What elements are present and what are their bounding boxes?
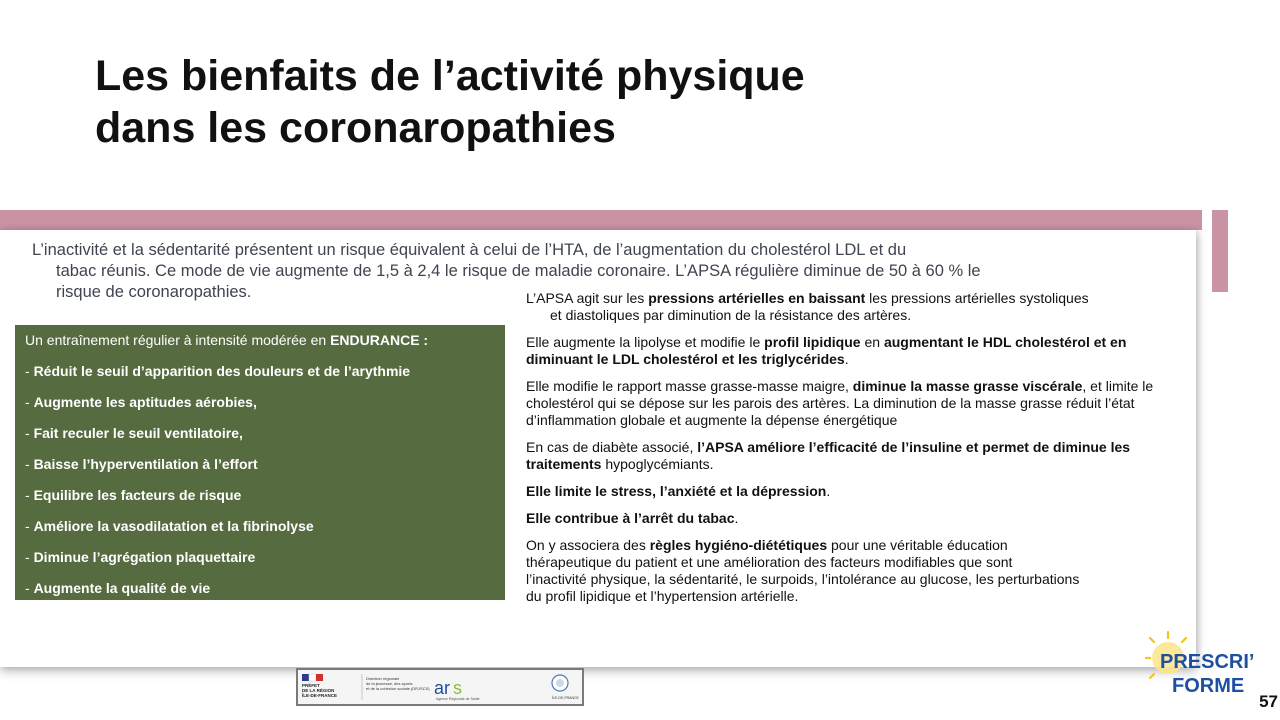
text-run: , et limite le cholestérol qui se dépose sur les parois des artères. La diminution de la masse grasse réduit l’état d’inflammation globale et augmente la dépense énergétique [526,378,1154,428]
ars-logo-text: ar [434,678,451,698]
effects-paragraph-tobacco [526,510,1186,527]
slide-title-line-2: dans les coronaropathies [95,104,616,152]
endurance-item: - Réduit le seuil d’apparition des douleurs et de l’arythmie [25,363,411,379]
intro-line-2: tabac réunis. Ce mode de vie augmente de 1,5 à 2,4 le risque de maladie coronaire. L’APSA régulière diminue de 50 à 60 % le [56,262,981,280]
endurance-item: - Augmente la qualité de vie [25,580,211,596]
text-run: . [734,510,739,526]
effects-column [526,290,1186,615]
svg-text:Agence Régionale de Santé: Agence Régionale de Santé [436,697,480,701]
svg-text:DE LA RÉGION: DE LA RÉGION [302,688,335,693]
text-run: . [826,483,831,499]
endurance-heading-text: Un entraînement régulier à intensité modérée en [25,332,331,348]
svg-text:de la jeunesse, des sports: de la jeunesse, des sports [366,681,413,686]
text-run-bold: règles hygiéno-diététiques [649,537,828,553]
decorative-band [0,210,1202,230]
effects-paragraph-diabetes [526,439,1186,473]
text-run-bold: pressions artérielles en baissant [648,290,866,306]
text-run-bold: augmentant le HDL cholestérol et en diminuant le LDL cholestérol et les triglycérides [526,334,1127,367]
prescri-text-line-2: FORME [1172,675,1245,697]
svg-text:et de la cohésion sociale (DRJ: et de la cohésion sociale (DRJSCS) [366,686,430,691]
text-run-bold: Elle contribue à l’arrêt du tabac [526,510,735,526]
text-run: en [860,334,884,350]
endurance-item: - Diminue l’agrégation plaquettaire [25,549,256,565]
page-number: 57 [1259,692,1278,711]
slide-title-line-1: Les bienfaits de l’activité physique [95,52,805,100]
text-run-bold: l’APSA améliore l’efficacité de l’insuline et permet de diminue les traitements [526,439,1131,472]
decorative-band-right [1212,210,1228,292]
endurance-box [15,325,505,600]
text-run-bold: profil lipidique [764,334,861,350]
endurance-item-text: Réduit le seuil d’apparition des douleurs et de l’arythmie [33,363,411,379]
partner-logos-strip [296,668,584,706]
svg-text:s: s [453,678,462,698]
effects-paragraph-fat [526,378,1186,429]
text-run: Elle augmente la lipolyse et modifie le [526,334,765,350]
effects-paragraph-hygiene [526,537,1186,605]
prefet-text: PRÉFET [302,683,320,688]
text-run: L’APSA agit sur les [526,290,649,306]
prescri-text-line-1: PRESCRI’ [1160,651,1255,673]
text-run: thérapeutique du patient et une amélioration des facteurs modifiables que sont [526,554,1013,570]
text-run: du profil lipidique et l’hypertension artérielle. [526,588,799,604]
endurance-item: - Equilibre les facteurs de risque [25,487,242,503]
text-run: hypoglycémiants. [601,456,714,472]
endurance-item-text: Augmente les aptitudes aérobies, [33,394,257,410]
svg-text:ÎLE-DE-FRANCE: ÎLE-DE-FRANCE [302,693,337,698]
prescriforme-logo [1146,628,1255,708]
endurance-item: - Baisse l’hyperventilation à l’effort [25,456,258,472]
text-run: On y associera des [526,537,650,553]
svg-text:Direction régionale: Direction régionale [366,676,400,681]
endurance-item-text: Améliore la vasodilatation et la fibrinolyse [33,518,314,534]
intro-line-3: risque de coronaropathies. [56,283,252,301]
effects-paragraph-stress [526,483,1186,500]
slide-title [95,50,995,154]
text-run: les pressions artérielles systoliques [865,290,1089,306]
prescriforme-logo-graphic [1146,628,1255,708]
endurance-item-text: Augmente la qualité de vie [33,580,211,596]
endurance-item-text: Baisse l’hyperventilation à l’effort [33,456,258,472]
intro-line-1: L’inactivité et la sédentarité présentent un risque équivalent à celui de l’HTA, de l’augmentation du cholestérol LDL et du [32,241,907,259]
endurance-item-text: Diminue l’agrégation plaquettaire [33,549,256,565]
effects-paragraph-pressure [526,290,1186,324]
effects-paragraph-lipid [526,334,1186,368]
text-run: et diastoliques par diminution de la résistance des artères. [550,307,912,323]
endurance-heading-bold: ENDURANCE : [330,332,429,348]
text-run: Elle modifie le rapport masse grasse-masse maigre, [526,378,853,394]
partner-logos-graphic [298,670,582,704]
text-run: En cas de diabète associé, [526,439,698,455]
text-run: . [844,351,849,367]
endurance-item: - Améliore la vasodilatation et la fibrinolyse [25,518,314,534]
text-run: pour une véritable éducation [827,537,1008,553]
endurance-item-text: Fait reculer le seuil ventilatoire, [33,425,243,441]
text-run-bold: Elle limite le stress, l’anxiété et la dépression [526,483,827,499]
text-run-bold: diminue la masse grasse viscérale [852,378,1083,394]
endurance-item: - Fait reculer le seuil ventilatoire, [25,425,243,441]
svg-text:ÎLE-DE-FRANCE: ÎLE-DE-FRANCE [552,696,579,700]
endurance-item: - Augmente les aptitudes aérobies, [25,394,257,410]
text-run: l’inactivité physique, la sédentarité, le surpoids, l’intolérance au glucose, les perturbations [526,571,1080,587]
endurance-heading [25,331,495,349]
endurance-item-text: Equilibre les facteurs de risque [33,487,242,503]
